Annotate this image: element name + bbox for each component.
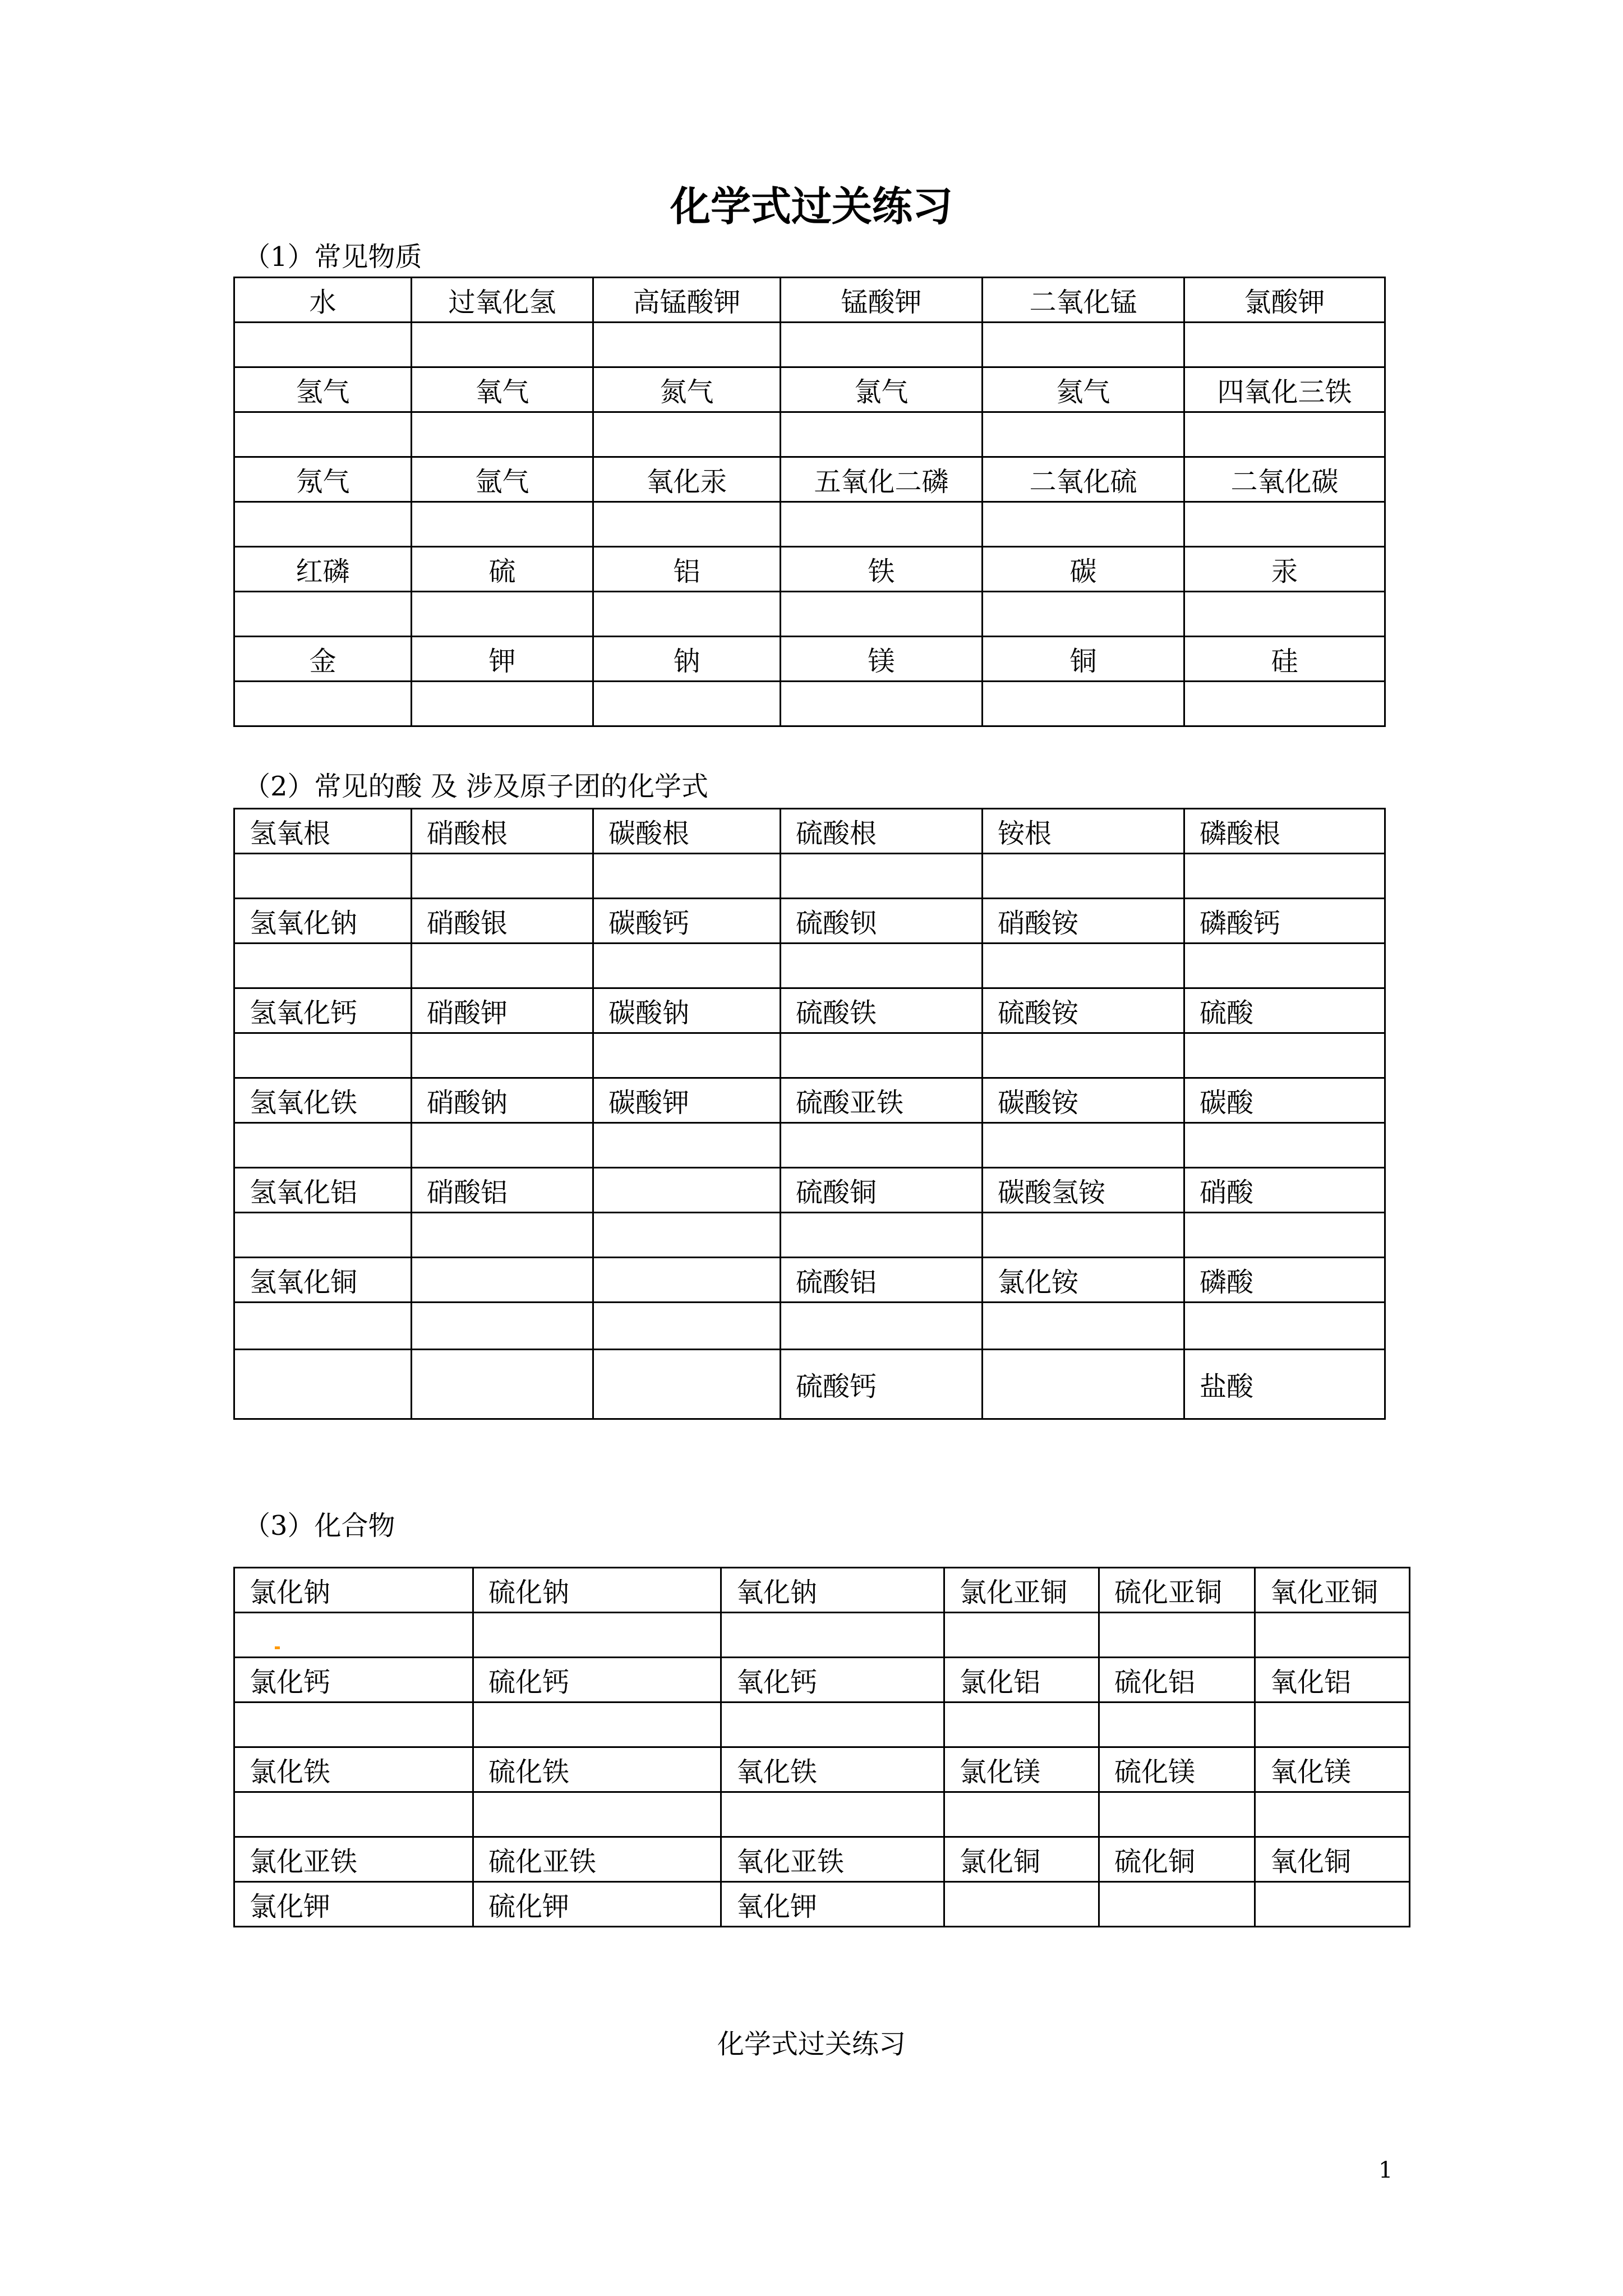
table-cell: 四氧化三铁 [1184,367,1385,412]
answer-cell [983,1033,1184,1078]
answer-cell [473,1703,721,1747]
answer-cell [1255,1792,1410,1837]
answer-cell [593,854,781,899]
table-row [234,637,1385,682]
answer-cell [1255,1613,1410,1658]
table-cell: 氯化亚铁 [234,1837,473,1882]
answer-cell [944,1703,1099,1747]
answer-cell [983,682,1184,726]
table-cell: 氯化钾 [234,1882,473,1927]
table-cell: 硫酸钙 [781,1350,983,1419]
answer-cell [983,944,1184,988]
table-cell: 金 [234,637,412,682]
answer-cell [412,1303,593,1350]
table-cell: 氢氧根 [234,809,412,854]
answer-cell [593,592,781,637]
table-row [234,1568,1410,1613]
table-cell: 镁 [781,637,983,682]
table-cell: 硝酸铝 [412,1168,593,1213]
table-row [234,944,1385,988]
table-row [234,1837,1410,1882]
answer-cell [593,323,781,367]
table-cell: 氯化钠 [234,1568,473,1613]
table-cell: 硫酸铜 [781,1168,983,1213]
answer-cell [473,1613,721,1658]
table-cell: 氩气 [412,457,593,502]
page-title: 化学式过关练习 [670,183,953,230]
page-number: 1 [1378,2157,1393,2183]
answer-cell [983,1350,1184,1419]
table-cell: 硅 [1184,637,1385,682]
table-cell: 氧化亚铁 [721,1837,944,1882]
table-cell: 硝酸 [1184,1168,1385,1213]
answer-cell [412,854,593,899]
answer-cell [412,1258,593,1303]
answer-cell [1184,1033,1385,1078]
answer-cell [593,412,781,457]
table-row [234,367,1385,412]
table-row [234,1168,1385,1213]
table-cell: 碳酸铵 [983,1078,1184,1123]
answer-cell [234,502,412,547]
table-cell: 五氧化二磷 [781,457,983,502]
answer-cell [234,412,412,457]
table-cell: 高锰酸钾 [593,278,781,323]
table-cell: 铝 [593,547,781,592]
table-row [234,1613,1410,1658]
answer-cell [1255,1703,1410,1747]
answer-cell [593,1213,781,1258]
answer-cell [781,682,983,726]
answer-cell [412,682,593,726]
answer-cell [412,412,593,457]
table-cell: 氧化钾 [721,1882,944,1927]
table-row [234,1213,1385,1258]
section-1-label: （1）常见物质 [243,241,422,273]
table-cell: 硫 [412,547,593,592]
answer-cell [944,1882,1099,1927]
table-cell: 碳酸 [1184,1078,1385,1123]
table-row [234,682,1385,726]
answer-cell [983,502,1184,547]
answer-cell [412,1123,593,1168]
table-row [234,547,1385,592]
table-cell: 氧化钙 [721,1658,944,1703]
answer-cell [721,1703,944,1747]
table-cell: 氧化亚铜 [1255,1568,1410,1613]
table-cell: 钠 [593,637,781,682]
answer-cell [781,1213,983,1258]
table-cell: 硫酸 [1184,988,1385,1033]
table-cell: 氯化亚铜 [944,1568,1099,1613]
answer-cell [781,854,983,899]
answer-cell [593,1303,781,1350]
answer-cell [781,1123,983,1168]
acids-and-radicals-table [233,808,1386,1420]
footer-title: 化学式过关练习 [717,2028,906,2060]
answer-cell [781,412,983,457]
table-cell: 磷酸 [1184,1258,1385,1303]
answer-cell [983,323,1184,367]
table-cell: 铜 [983,637,1184,682]
answer-cell [234,1703,473,1747]
answer-cell [234,1033,412,1078]
table-cell: 氦气 [983,367,1184,412]
answer-cell [412,323,593,367]
answer-cell [412,944,593,988]
table-cell: 硝酸银 [412,899,593,944]
answer-cell [593,682,781,726]
table-cell: 二氧化碳 [1184,457,1385,502]
answer-cell [1184,592,1385,637]
answer-cell [1184,944,1385,988]
table-row [234,899,1385,944]
table-row [234,1792,1410,1837]
table-cell: 硫酸亚铁 [781,1078,983,1123]
table-row [234,592,1385,637]
answer-cell [234,854,412,899]
table-cell: 硫酸钡 [781,899,983,944]
answer-cell [781,592,983,637]
answer-cell [593,1123,781,1168]
table-cell: 氯气 [781,367,983,412]
table-cell: 氖气 [234,457,412,502]
table-row [234,1747,1410,1792]
table-cell: 氧化铝 [1255,1658,1410,1703]
answer-cell [1099,1703,1255,1747]
table-cell: 过氧化氢 [412,278,593,323]
answer-cell [781,1303,983,1350]
answer-cell [983,412,1184,457]
table-cell: 氧化铁 [721,1747,944,1792]
answer-cell [1184,502,1385,547]
table-row [234,502,1385,547]
table-row [234,1033,1385,1078]
table-row [234,1350,1385,1419]
answer-cell [234,592,412,637]
table-cell: 二氧化锰 [983,278,1184,323]
table-cell: 硫酸根 [781,809,983,854]
answer-cell [234,944,412,988]
table-row [234,1658,1410,1703]
table-cell: 氯酸钾 [1184,278,1385,323]
answer-cell [412,1033,593,1078]
table-cell: 硝酸钾 [412,988,593,1033]
table-cell: 汞 [1184,547,1385,592]
table-cell: 碳酸钾 [593,1078,781,1123]
answer-cell [593,1168,781,1213]
table-cell: 硫化亚铜 [1099,1568,1255,1613]
table-cell: 碳酸根 [593,809,781,854]
answer-cell [593,1350,781,1419]
answer-cell [1184,1213,1385,1258]
table-cell: 氢氧化钙 [234,988,412,1033]
table-cell: 氯化铜 [944,1837,1099,1882]
table-cell: 磷酸根 [1184,809,1385,854]
table-row [234,457,1385,502]
table-row [234,1123,1385,1168]
answer-cell [412,592,593,637]
answer-cell [1184,1123,1385,1168]
answer-cell [983,854,1184,899]
answer-cell [234,1350,412,1419]
table-cell: 硫化镁 [1099,1747,1255,1792]
answer-cell [983,1303,1184,1350]
answer-cell [1255,1882,1410,1927]
answer-cell [234,1123,412,1168]
compounds-table [233,1567,1410,1927]
orange-mark [275,1646,280,1649]
table-cell: 氢氧化铜 [234,1258,412,1303]
answer-cell [944,1613,1099,1658]
table-cell: 氮气 [593,367,781,412]
answer-cell [234,1613,473,1658]
answer-cell [234,1213,412,1258]
table-cell: 硝酸铵 [983,899,1184,944]
answer-cell [983,1123,1184,1168]
answer-cell [781,502,983,547]
table-cell: 碳酸钙 [593,899,781,944]
answer-cell [721,1792,944,1837]
table-cell: 氯化铁 [234,1747,473,1792]
answer-cell [412,1213,593,1258]
table-row [234,854,1385,899]
table-cell: 氯化铵 [983,1258,1184,1303]
table-cell: 氧化镁 [1255,1747,1410,1792]
table-row [234,809,1385,854]
answer-cell [1099,1882,1255,1927]
answer-cell [593,502,781,547]
table-row [234,1078,1385,1123]
table-cell: 碳酸氢铵 [983,1168,1184,1213]
answer-cell [593,944,781,988]
table-cell: 硫酸铁 [781,988,983,1033]
answer-cell [1099,1613,1255,1658]
answer-cell [944,1792,1099,1837]
answer-cell [234,1792,473,1837]
answer-cell [473,1792,721,1837]
answer-cell [234,1303,412,1350]
answer-cell [1184,323,1385,367]
table-cell: 硝酸钠 [412,1078,593,1123]
table-cell: 硫酸铝 [781,1258,983,1303]
table-cell: 磷酸钙 [1184,899,1385,944]
table-cell: 铵根 [983,809,1184,854]
table-cell: 氧化汞 [593,457,781,502]
table-row [234,323,1385,367]
answer-cell [781,1033,983,1078]
table-row [234,412,1385,457]
section-2-label: （2）常见的酸 及 涉及原子团的化学式 [243,771,709,802]
table-cell: 氢氧化钠 [234,899,412,944]
answer-cell [412,1350,593,1419]
table-row [234,1258,1385,1303]
answer-cell [1184,854,1385,899]
answer-cell [1184,1303,1385,1350]
table-cell: 氯化钙 [234,1658,473,1703]
table-cell: 硫化亚铁 [473,1837,721,1882]
answer-cell [781,323,983,367]
table-cell: 硫化铁 [473,1747,721,1792]
table-cell: 铁 [781,547,983,592]
table-row [234,988,1385,1033]
table-cell: 氧化铜 [1255,1837,1410,1882]
answer-cell [593,1258,781,1303]
answer-cell [593,1033,781,1078]
answer-cell [1184,412,1385,457]
answer-cell [234,323,412,367]
table-cell: 硫化钠 [473,1568,721,1613]
answer-cell [234,682,412,726]
answer-cell [1099,1792,1255,1837]
answer-cell [983,592,1184,637]
table-cell: 硫化铜 [1099,1837,1255,1882]
table-row [234,1703,1410,1747]
table-cell: 硫化钙 [473,1658,721,1703]
table-cell: 锰酸钾 [781,278,983,323]
table-cell: 红磷 [234,547,412,592]
answer-cell [1184,682,1385,726]
table-cell: 钾 [412,637,593,682]
table-row [234,1303,1385,1350]
section-3-label: （3）化合物 [243,1510,395,1542]
table-cell: 氯化铝 [944,1658,1099,1703]
table-cell: 氧化钠 [721,1568,944,1613]
table-cell: 氧气 [412,367,593,412]
table-cell: 碳 [983,547,1184,592]
table-cell: 硫化铝 [1099,1658,1255,1703]
table-cell: 氯化镁 [944,1747,1099,1792]
table-cell: 氢气 [234,367,412,412]
table-cell: 硫化钾 [473,1882,721,1927]
answer-cell [983,1213,1184,1258]
table-cell: 硫酸铵 [983,988,1184,1033]
table-cell: 氢氧化铁 [234,1078,412,1123]
table-cell: 盐酸 [1184,1350,1385,1419]
table-row [234,278,1385,323]
table-row [234,1882,1410,1927]
answer-cell [412,502,593,547]
table-cell: 碳酸钠 [593,988,781,1033]
common-substances-table [233,277,1386,727]
answer-cell [781,944,983,988]
table-cell: 水 [234,278,412,323]
table-cell: 二氧化硫 [983,457,1184,502]
table-cell: 硝酸根 [412,809,593,854]
answer-cell [721,1613,944,1658]
table-cell: 氢氧化铝 [234,1168,412,1213]
